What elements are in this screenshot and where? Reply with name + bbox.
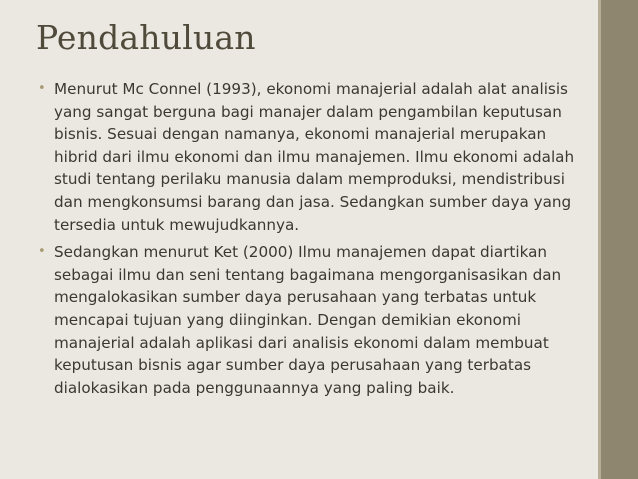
slide-body — [38, 78, 583, 399]
slide-title: Pendahuluan — [36, 18, 256, 57]
bullet-item — [38, 241, 583, 399]
bullet-text: Menurut Mc Connel (1993), ekonomi manajerial adalah alat analisis yang sangat berguna bagi manajer dalam pengambilan keputusan bisnis. Sesuai dengan namanya, ekonomi manajerial merupakan hibrid dari ilmu ekonomi dan ilmu manajemen. Ilmu ekonomi adalah studi tentang perilaku manusia dalam memproduksi, mendistribusi dan mengkonsumsi barang dan jasa. Sedangkan sumber daya yang tersedia untuk mewujudkannya. — [54, 80, 575, 234]
bullet-text: Sedangkan menurut Ket (2000) Ilmu manajemen dapat diartikan sebagai ilmu dan seni tentang bagaimana mengorganisasikan dan mengalokasikan sumber daya perusahaan yang terbatas untuk mencapai tujuan yang diinginkan. Dengan demikian ekonomi manajerial adalah aplikasi dari analisis ekonomi dalam membuat keputusan bisnis agar sumber daya perusahaan yang terbatas dialokasikan pada penggunaannya yang paling baik. — [54, 243, 562, 397]
bullet-item — [38, 78, 583, 236]
decorative-side-bar — [598, 0, 638, 479]
bullet-icon: • — [38, 244, 46, 260]
bullet-icon: • — [38, 81, 46, 96]
